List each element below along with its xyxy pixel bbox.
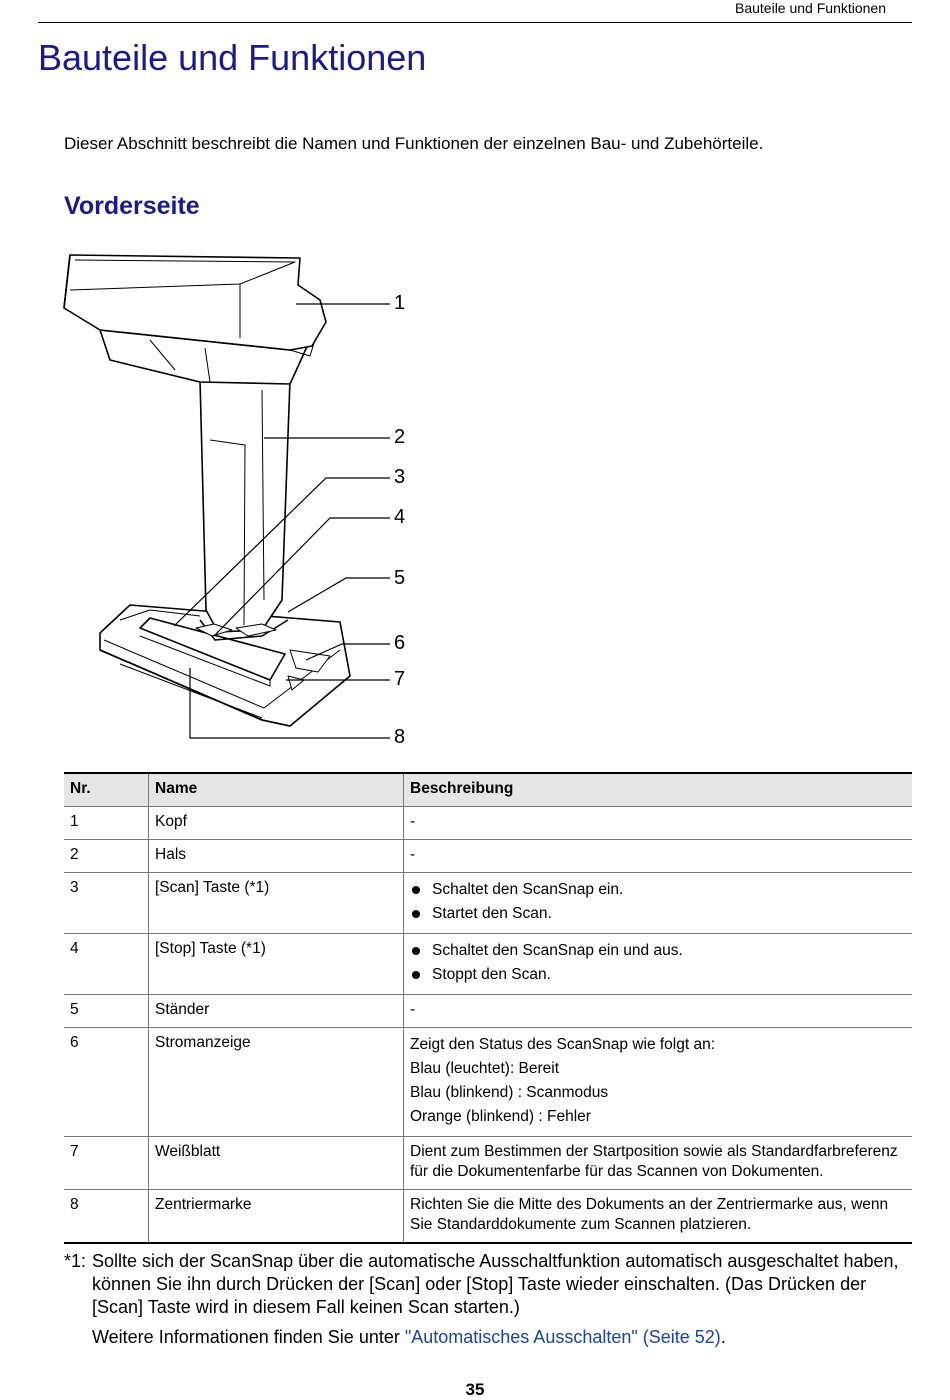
footnote (64, 1250, 904, 1319)
status-line: Blau (leuchtet): Bereit (410, 1060, 560, 1077)
footnote-text: Sollte sich der ScanSnap über die automatische Ausschaltfunktion automatisch ausgeschaltet haben, können Sie ihn durch Drücken der [Scan] oder [Stop] Taste wieder einschalten. (Das Drücken der [Scan] Taste wird in diesem Fall keinen Scan starten.) (92, 1251, 899, 1317)
row-nr: 4 (64, 934, 149, 995)
callout-2: 2 (394, 426, 406, 448)
bullet-item: Startet den Scan. (410, 902, 906, 926)
leader-5 (288, 578, 390, 612)
table-row (64, 840, 912, 873)
row-nr: 6 (64, 1028, 149, 1137)
row-nr: 7 (64, 1137, 149, 1190)
row-nr: 8 (64, 1190, 149, 1244)
row-name: [Stop] Taste (*1) (149, 934, 404, 995)
callout-8: 8 (394, 726, 406, 748)
row-name: Weißblatt (149, 1137, 404, 1190)
row-name: Zentriermarke (149, 1190, 404, 1244)
table-header-row (64, 773, 912, 807)
status-line: Zeigt den Status des ScanSnap wie folgt an: (410, 1036, 716, 1053)
section-heading: Vorderseite (64, 192, 200, 220)
row-description (404, 934, 913, 995)
header-description: Beschreibung (404, 773, 913, 807)
row-nr: 3 (64, 873, 149, 934)
callout-4: 4 (394, 506, 406, 528)
row-name: Ständer (149, 995, 404, 1028)
row-name: Kopf (149, 807, 404, 840)
table-row (64, 1190, 912, 1244)
row-description: - (404, 807, 913, 840)
parts-table (64, 772, 912, 1244)
page-number: 35 (465, 1380, 485, 1399)
bullet-item: Stoppt den Scan. (410, 963, 906, 987)
more-info-suffix: . (720, 1327, 726, 1347)
auto-power-off-link[interactable]: "Automatisches Ausschalten" (Seite 52) (404, 1327, 721, 1347)
intro-paragraph: Dieser Abschnitt beschreibt die Namen und Funktionen der einzelnen Bau- und Zubehörteile. (64, 134, 764, 153)
bullet-item: Schaltet den ScanSnap ein und aus. (410, 939, 906, 963)
callout-7: 7 (394, 668, 406, 690)
more-info-prefix: Weitere Informationen finden Sie unter (92, 1327, 405, 1347)
row-description: Dient zum Bestimmen der Startposition sowie als Standardfarbreferenz für die Dokumentenfarbe für das Scannen von Dokumenten. (404, 1137, 913, 1190)
row-name: [Scan] Taste (*1) (149, 873, 404, 934)
bullet-item: Schaltet den ScanSnap ein. (410, 878, 906, 902)
row-name: Hals (149, 840, 404, 873)
row-nr: 2 (64, 840, 149, 873)
row-description (404, 873, 913, 934)
status-line: Orange (blinkend) : Fehler (410, 1108, 591, 1125)
row-description: - (404, 840, 913, 873)
status-line: Blau (blinkend) : Scanmodus (410, 1084, 609, 1101)
footnote-mark: *1: (64, 1251, 87, 1271)
row-nr: 1 (64, 807, 149, 840)
row-description (404, 1028, 913, 1137)
header-name: Name (149, 773, 404, 807)
callout-6: 6 (394, 632, 406, 654)
row-description: Richten Sie die Mitte des Dokuments an der Zentriermarke aus, wenn Sie Standarddokumente zum Scannen platzieren. (404, 1190, 913, 1244)
table-row (64, 995, 912, 1028)
more-info (92, 1327, 726, 1348)
table-row (64, 934, 912, 995)
header-nr: Nr. (64, 773, 149, 807)
row-nr: 5 (64, 995, 149, 1028)
row-description: - (404, 995, 913, 1028)
page-title: Bauteile und Funktionen (38, 37, 427, 78)
row-name: Stromanzeige (149, 1028, 404, 1137)
table-row (64, 807, 912, 840)
table-row (64, 1028, 912, 1137)
callout-5: 5 (394, 567, 406, 589)
table-row (64, 1137, 912, 1190)
callout-1: 1 (394, 292, 406, 314)
callout-3: 3 (394, 466, 406, 488)
running-header: Bauteile und Funktionen (735, 0, 886, 16)
table-row (64, 873, 912, 934)
